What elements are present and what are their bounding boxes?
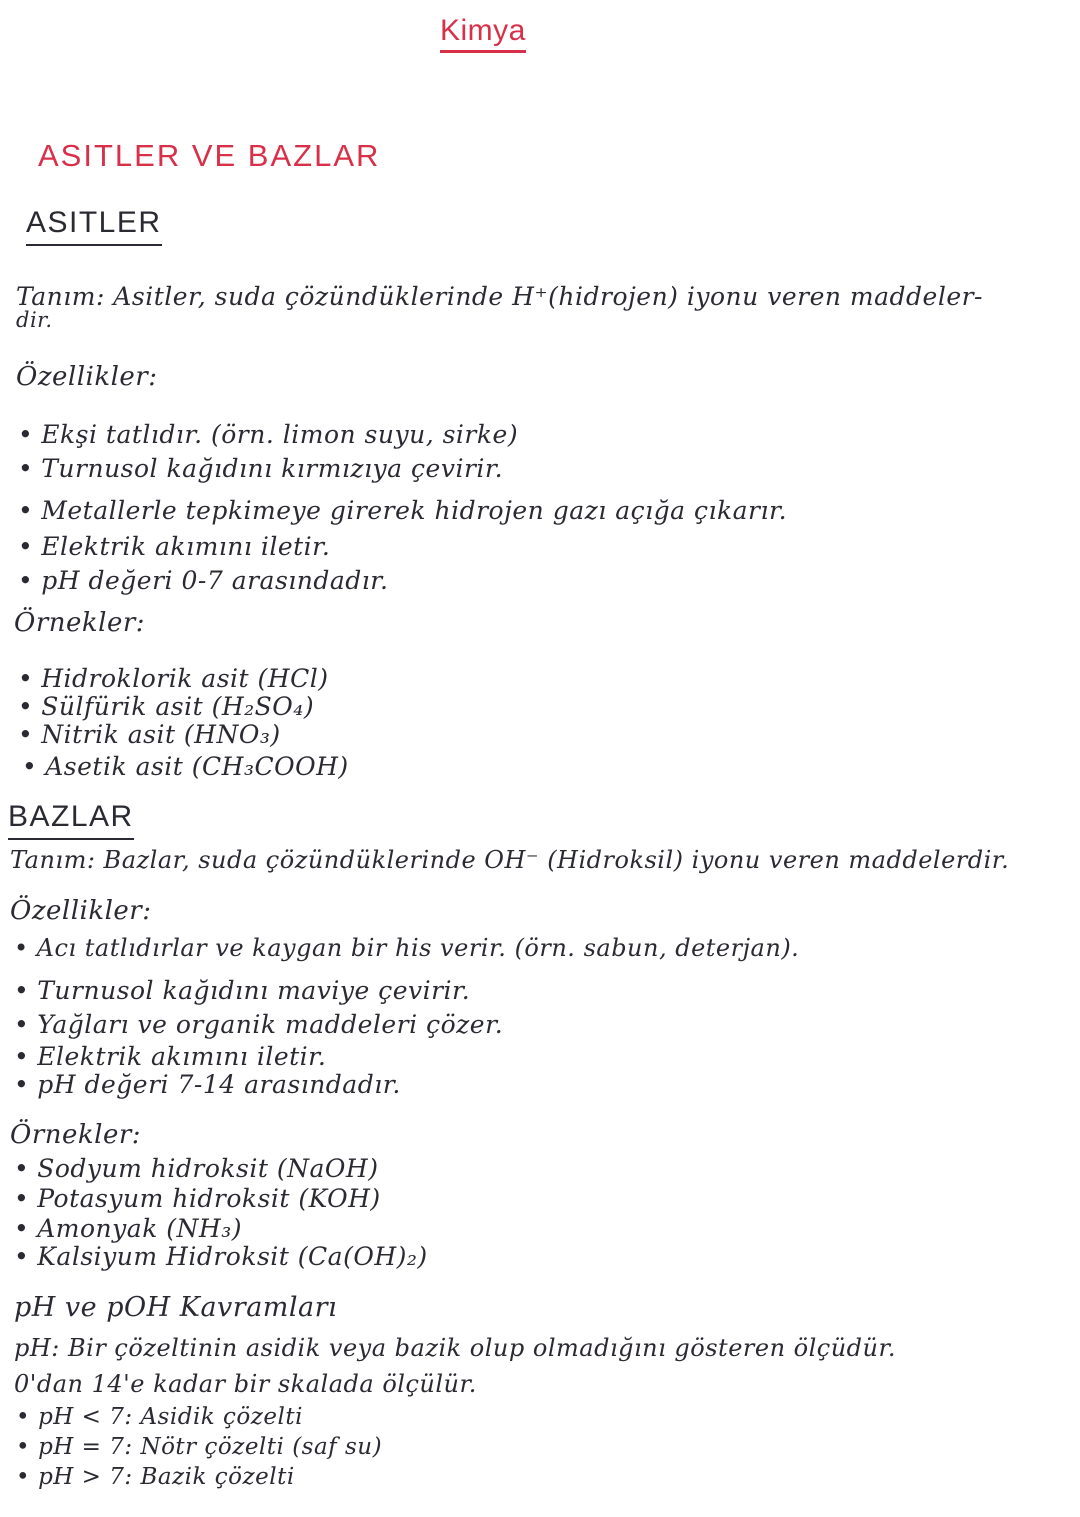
acids-definition-line1: Tanım: Asitler, suda çözündüklerinde H⁺(hidrojen) iyonu veren maddeler- — [16, 282, 984, 311]
ph-item-acidic: • pH < 7: Asidik çözelti — [16, 1404, 303, 1430]
bases-heading: BAZLAR — [8, 800, 134, 840]
ph-heading: pH ve pOH Kavramları — [14, 1292, 338, 1323]
bases-property-1: • Acı tatlıdırlar ve kaygan bir his verir. (örn. sabun, deterjan). — [14, 934, 799, 962]
ph-definition-line1: pH: Bir çözeltinin asidik veya bazik olup olmadığını gösteren ölçüdür. — [14, 1334, 896, 1362]
bases-property-4: • Elektrik akımını iletir. — [14, 1042, 326, 1071]
acids-heading: ASITLER — [26, 206, 162, 246]
acids-example-1: • Hidroklorik asit (HCl) — [18, 664, 328, 693]
acids-property-5: • pH değeri 0-7 arasındadır. — [18, 566, 388, 595]
acids-property-4: • Elektrik akımını iletir. — [18, 532, 330, 561]
bases-example-1: • Sodyum hidroksit (NaOH) — [14, 1154, 378, 1183]
acids-examples-heading: Örnekler: — [14, 608, 146, 638]
acids-example-2: • Sülfürik asit (H₂SO₄) — [18, 692, 314, 721]
ph-definition-line2: 0'dan 14'e kadar bir skalada ölçülür. — [14, 1370, 477, 1398]
acids-property-3: • Metallerle tepkimeye girerek hidrojen gazı açığa çıkarır. — [18, 496, 787, 525]
acids-properties-heading: Özellikler: — [16, 362, 158, 392]
acids-definition-line2: dir. — [16, 308, 53, 332]
acids-property-2: • Turnusol kağıdını kırmızıya çevirir. — [18, 454, 503, 483]
ph-item-basic: • pH > 7: Bazik çözelti — [16, 1464, 295, 1490]
bases-property-5: • pH değeri 7-14 arasındadır. — [14, 1070, 401, 1099]
bases-definition-line1: Tanım: Bazlar, suda çözündüklerinde OH⁻ (Hidroksil) iyonu veren maddelerdir. — [10, 846, 1010, 874]
bases-properties-heading: Özellikler: — [10, 896, 152, 926]
acids-example-4: • Asetik asit (CH₃COOH) — [22, 752, 349, 781]
ph-item-neutral: • pH = 7: Nötr çözelti (saf su) — [16, 1434, 382, 1460]
bases-example-3: • Amonyak (NH₃) — [14, 1214, 242, 1243]
page-title: Kimya — [440, 14, 526, 53]
acids-example-3: • Nitrik asit (HNO₃) — [18, 720, 281, 749]
bases-example-4: • Kalsiyum Hidroksit (Ca(OH)₂) — [14, 1242, 428, 1271]
bases-example-2: • Potasyum hidroksit (KOH) — [14, 1184, 381, 1213]
topic-heading: ASITLER VE BAZLAR — [38, 138, 381, 173]
bases-examples-heading: Örnekler: — [10, 1120, 142, 1150]
bases-property-3: • Yağları ve organik maddeleri çözer. — [14, 1010, 503, 1039]
bases-property-2: • Turnusol kağıdını maviye çevirir. — [14, 976, 470, 1005]
acids-property-1: • Ekşi tatlıdır. (örn. limon suyu, sirke) — [18, 420, 518, 449]
